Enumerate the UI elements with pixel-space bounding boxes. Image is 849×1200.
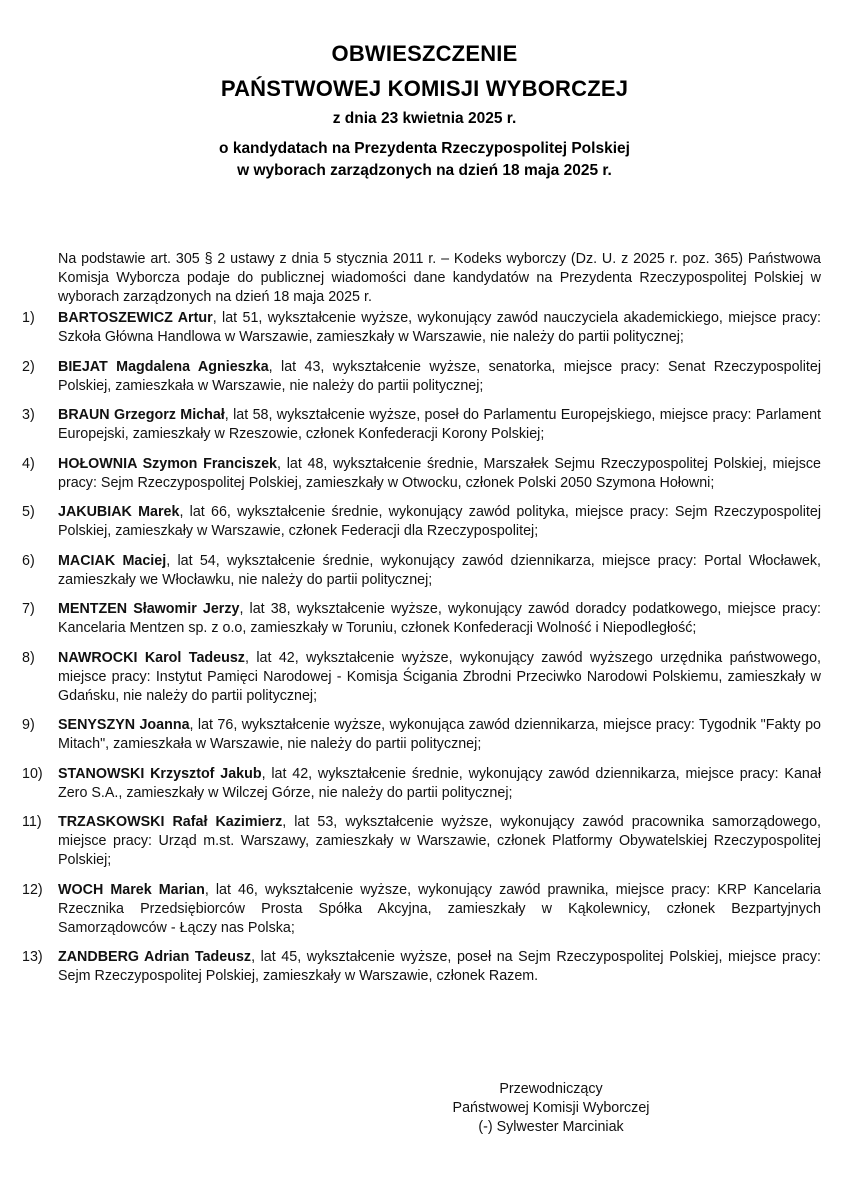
candidate-name: NAWROCKI Karol Tadeusz (58, 649, 245, 666)
signature-institution: Państwowej Komisji Wyborczej (452, 1100, 650, 1116)
candidate-details: , lat 66, wykształcenie średnie, wykonujący zawód polityka, miejsce pracy: Sejm Rzeczypospolitej Polskiej, zamieszkały w Warszawie, członek Federacji dla Rzeczypospolitej; (58, 504, 822, 539)
candidate-number: 13) (22, 949, 43, 965)
candidate-number: 10) (22, 765, 43, 782)
candidate-item (22, 358, 821, 396)
document-title: OBWIESZCZENIE (331, 41, 518, 66)
candidate-item (22, 552, 821, 590)
candidate-name: MACIAK Maciej (58, 552, 167, 569)
candidate-name: HOŁOWNIA Szymon Franciszek (58, 455, 278, 472)
candidate-name: MENTZEN Sławomir Jerzy (58, 601, 240, 617)
candidate-item (22, 813, 821, 870)
candidate-details: , lat 46, wykształcenie wyższe, wykonujący zawód prawnika, miejsce pracy: KRP Kancelaria Rzecznika Przedsiębiorców Prosta Spółka Akcyjna, zamieszkały w Kąkolewnicy, członek Bezpartyjnych Samorządowców - Łączy nas Polska; (58, 881, 821, 936)
candidate-name: STANOWSKI Krzysztof Jakub (58, 765, 262, 782)
candidate-name: BRAUN Grzegorz Michał (58, 407, 225, 423)
candidate-item (22, 455, 821, 493)
candidate-item (22, 600, 821, 638)
document-subject-line-1: o kandydatach na Prezydenta Rzeczypospolitej Polskiej (219, 140, 630, 157)
candidate-details: , lat 58, wykształcenie wyższe, poseł do Parlamentu Europejskiego, miejsce pracy: Parlament Europejski, zamieszkały w Rzeszowie, członek Konfederacji Korony Polskiej; (58, 407, 821, 442)
candidate-name: BARTOSZEWICZ Artur (58, 310, 213, 326)
candidate-details: , lat 76, wykształcenie wyższe, wykonująca zawód dziennikarza, miejsce pracy: Tygodnik "Fakty po Mitach", zamieszkała w Warszawie, nie należy do partii politycznej; (58, 717, 821, 752)
candidate-number: 3) (22, 407, 35, 423)
candidate-details: , lat 48, wykształcenie średnie, Marszałek Sejmu Rzeczypospolitej Polskiej, miejsce pracy: Sejm Rzeczypospolitej Polskiej, zamieszkały w Otwocku, członek Polski 2050 Szymona Hołowni; (58, 455, 821, 491)
candidate-item (22, 406, 821, 444)
candidate-number: 12) (22, 881, 43, 898)
candidate-number: 11) (22, 814, 42, 830)
candidate-name: JAKUBIAK Marek (58, 504, 180, 520)
candidate-number: 1) (22, 310, 35, 326)
document-subject-line-2: w wyborach zarządzonych na dzień 18 maja 2025 r. (237, 162, 612, 179)
signature-block (430, 1080, 672, 1137)
candidate-number: 2) (22, 358, 35, 375)
issuing-organization: PAŃSTWOWEJ KOMISJI WYBORCZEJ (220, 76, 629, 101)
candidate-item (22, 309, 821, 347)
signature-role: Przewodniczący (499, 1081, 603, 1097)
candidate-item (22, 503, 821, 541)
signature-signed-by: (-) Sylwester Marciniak (478, 1119, 624, 1135)
candidate-name: SENYSZYN Joanna (58, 717, 190, 733)
candidate-details: , lat 54, wykształcenie średnie, wykonujący zawód dziennikarza, miejsce pracy: Portal Włocławek, zamieszkały we Włocławku, nie należy do partii politycznej; (58, 552, 821, 588)
candidate-name: BIEJAT Magdalena Agnieszka (58, 358, 269, 375)
candidate-item (22, 649, 821, 706)
candidate-details: , lat 43, wykształcenie wyższe, senatorka, miejsce pracy: Senat Rzeczypospolitej Polskiej, zamieszkała w Warszawie, nie należy do partii politycznej; (58, 358, 822, 394)
candidate-number: 8) (22, 649, 35, 666)
candidate-number: 7) (22, 601, 35, 617)
candidate-item (22, 765, 821, 803)
candidate-details: , lat 51, wykształcenie wyższe, wykonujący zawód nauczyciela akademickiego, miejsce pracy: Szkoła Główna Handlowa w Warszawie, zamieszkały w Warszawie, nie należy do partii politycznej; (58, 310, 821, 345)
candidate-item (22, 716, 821, 754)
candidate-name: ZANDBERG Adrian Tadeusz (58, 949, 252, 965)
candidate-details: , lat 42, wykształcenie średnie, wykonujący zawód dziennikarza, miejsce pracy: Kanał Zero S.A., zamieszkały w Wilczej Górze, nie należy do partii politycznej; (58, 765, 821, 801)
candidate-item (22, 948, 821, 986)
candidate-name: TRZASKOWSKI Rafał Kazimierz (58, 814, 283, 830)
candidate-list (22, 309, 821, 997)
candidate-details: , lat 45, wykształcenie wyższe, poseł na Sejm Rzeczypospolitej Polskiej, miejsce pracy: Sejm Rzeczypospolitej Polskiej, zamieszkały w Warszawie, członek Razem. (58, 949, 821, 984)
candidate-number: 6) (22, 552, 35, 569)
candidate-number: 5) (22, 504, 35, 520)
intro-paragraph: Na podstawie art. 305 § 2 ustawy z dnia 5 stycznia 2011 r. – Kodeks wyborczy (Dz. U. z 2025 r. poz. 365) Państwowa Komisja Wyborcza podaje do publicznej wiadomości dane kandydatów na Prezydenta Rzeczypospolitej Polskiej w wyborach zarządzonych na dzień 18 maja 2025 r. (58, 251, 821, 306)
candidate-number: 4) (22, 455, 35, 472)
document-date: z dnia 23 kwietnia 2025 r. (332, 110, 517, 127)
candidate-name: WOCH Marek Marian (58, 881, 205, 898)
candidate-number: 9) (22, 717, 35, 733)
candidate-details: , lat 38, wykształcenie wyższe, wykonujący zawód doradcy podatkowego, miejsce pracy: Kancelaria Mentzen sp. z o.o, zamieszkały w Toruniu, członek Konfederacji Wolność i Niepodległość; (58, 601, 821, 636)
candidate-item (22, 881, 821, 938)
candidate-details: , lat 53, wykształcenie wyższe, wykonujący zawód pracownika samorządowego, miejsce pracy: Urząd m.st. Warszawy, zamieszkały w Warszawie, członek Platformy Obywatelskiej Rzeczypospolitej Polskiej; (58, 814, 822, 868)
candidate-details: , lat 42, wykształcenie wyższe, wykonujący zawód wyższego urzędnika państwowego, miejsce pracy: Instytut Pamięci Narodowej - Komisja Ścigania Zbrodni Przeciwko Narodowi Polskiemu, zamieszkały w Gdańsku, nie należy do partii politycznej; (58, 649, 821, 704)
